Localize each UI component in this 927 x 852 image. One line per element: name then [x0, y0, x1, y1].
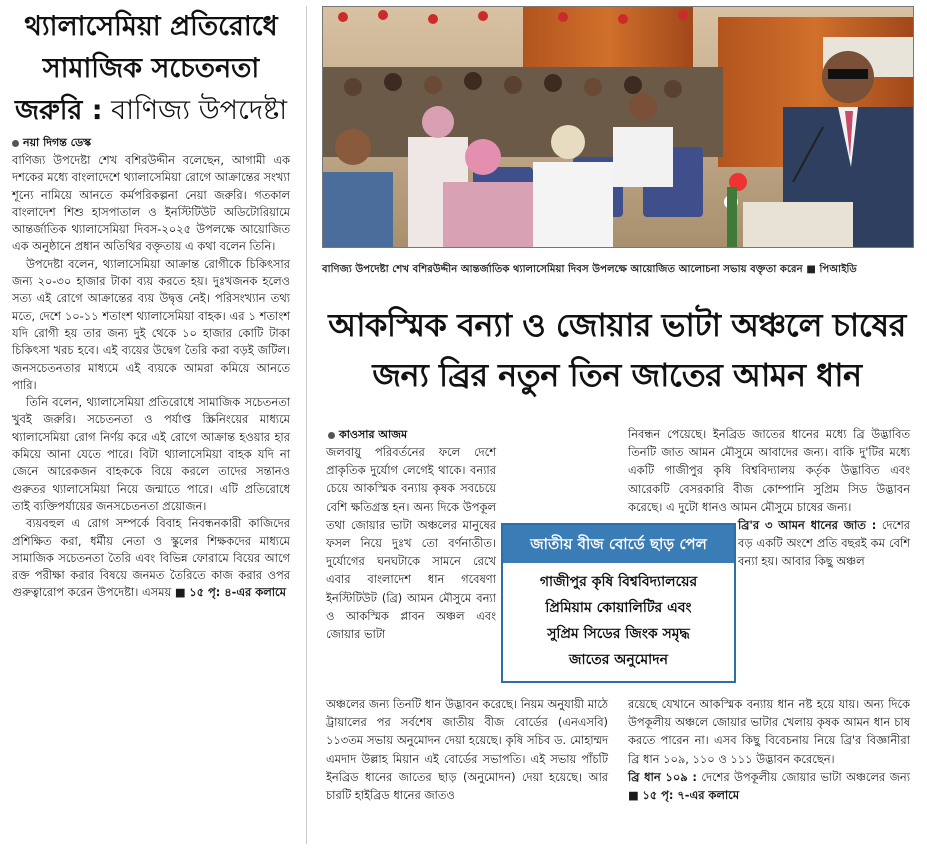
right-byline-text: কাওসার আজম: [339, 428, 408, 441]
highlight-box-line-1: গাজীপুর কৃষি বিশ্ববিদ্যালয়ের: [539, 574, 698, 590]
left-headline-bold: জরুরি :: [14, 95, 103, 126]
left-paragraph-3: তিনি বলেন, থ্যালাসেমিয়া প্রতিরোধে সামাজিক সচেতনতা খুবই জরুরি। সচেতনতা ও পর্যাপ্ত স্ক্রিনিংয়ের মাধ্যমে থ্যালাসেমিয়া রোগ নির্ণয় করে এই রোগে আক্রান্ত হওয়ার হার কমিয়ে আনা যেতে পারে। বিটা থ্যালাসেমিয়া বাহক যদি না জেনে আরেকজন বাহককে বিয়ে করলে তাদের সন্তানও গুরুতর থ্যালাসেমিয়া নিয়ে জন্মাতে পারে। এটি প্রতিরোধে তাই ব্যক্তিপর্যায়ের জনসচেতনতা প্রয়োজন।: [12, 395, 290, 513]
left-paragraph-2: উপদেষ্টা বলেন, থ্যালাসেমিয়া আক্রান্ত রোগীকে চিকিৎসার জন্য ২০-৩০ হাজার টাকা ব্যয় করতে হয়। দুঃখজনক হলেও সত্য এই রোগে আক্রান্তের ব্যয় উদ্বৃত্ত নেই। পরিসংখ্যান তথ্য মতে, দেশে ১০-১১ শতাংশ থ্যালাসেমিয়া বাহক। এর ১ শতাংশ যদি রোগী হয় তার জন্য দুই থেকে ১০ হাজার কোটি টাকা চিকিৎসা খরচ হবে। এই ব্যয়ের উদ্বেগ তৈরি করা বড়ই জটিল। জনসচেতনতার মাধ্যমে এই ব্যয়কে আমরা কমিয়ে আনতে পারি।: [12, 256, 290, 392]
right-subhead2: ব্রি ধান ১০৯ :: [628, 769, 697, 784]
highlight-box-line-2: প্রিমিয়াম কোয়ালিটির এবং: [545, 600, 692, 616]
right-headline-line-2: জন্য ব্রির নতুন তিন জাতের আমন ধান: [372, 356, 862, 394]
right-col1-text: জলবায়ু পরিবর্তনের ফলে দেশে প্রাকৃতিক দুর্যোগ লেগেই থাকে। বন্যার চেয়ে আকস্মিক বন্যায় কৃষক সবচেয়ে বেশি ক্ষতিগ্রস্ত হন। অন্য দিকে উপকূল তথা জোয়ার ভাটা অঞ্চলের মানুষের ফসল নিয়ে দুঃখ তো বর্ণনাতীত। দুর্যোগের ঘনঘটাকে সামনে রেখে এবার বাংলাদেশ ধান গবেষণা ইনস্টিটিউট (ব্রি) আমন মৌসুমে বন্যা ও আকস্মিক প্লাবন অঞ্চল এবং জোয়ার ভাটা: [326, 445, 496, 642]
right-subhead-text: দেশের বড় একটি অংশে প্রতি বছরই কম বেশি বন্যা হয়। আবার কিছু অঞ্চল: [738, 518, 911, 569]
left-headline-line-2: সামাজিক সচেতনতা: [42, 53, 260, 84]
news-photo: [322, 6, 914, 248]
photo-caption: [322, 262, 912, 279]
highlight-box-line-3: সুপ্রিম সিডের জিংক সমৃদ্ধ: [547, 626, 690, 642]
left-byline: [12, 134, 91, 153]
right-headline-line-1: আকস্মিক বন্যা ও জোয়ার ভাটা অঞ্চলে চাষের: [328, 306, 906, 344]
photo-caption-text: বাণিজ্য উপদেষ্টা শেখ বশিরউদ্দীন আন্তর্জাতিক থ্যালাসেমিয়া দিবস উপলক্ষে আয়োজিত আলোচনা সভায় বক্তৃতা করেন: [322, 264, 803, 275]
right-bottom-left-text: অঞ্চলের জন্য তিনটি ধান উদ্ভাবন করেছে। নিয়ম অনুযায়ী মাঠে ট্রায়ালের পর সর্বশেষ জাতীয় বীজ বোর্ডের (এনএসবি) ১১৩তম সভায় অনুমোদন দেয়া হয়েছে। কৃষি সচিব ড. মোহাম্মদ এমদাদ উল্লাহ মিয়ান এই বোর্ডের সভাপতি। এই সভায় পাঁচটি ইনব্রিড ধানের জাতের ছাড় (অনুমোদন) দেয়া হয়েছে। আর চারটি হাইব্রিড ধানের জাতও: [326, 697, 608, 803]
continued-marker-icon: ■: [174, 585, 186, 600]
highlight-box-title: জাতীয় বীজ বোর্ডে ছাড় পেল: [503, 525, 734, 563]
left-byline-text: নয়া দিগন্ত ডেস্ক: [23, 136, 92, 149]
left-headline: [8, 6, 294, 132]
right-bottom-right-text: রয়েছে যেখানে আকস্মিক বন্যায় ধান নষ্ট হয়ে যায়। অন্য দিকে উপকূলীয় অঞ্চলে জোয়ার ভাটার খেলায় কৃষক আমন ধান চাষ করতে পারেন না। এসব কিছু বিবেচনায় নিয়ে ব্রি'র বিজ্ঞানীরা ব্রি ধান ১০৯, ১১০ ও ১১১ উদ্ভাবন করেছেন।: [628, 697, 910, 766]
right-column-1-bottom: [326, 695, 608, 804]
left-headline-line-1: থ্যালাসেমিয়া প্রতিরোধে: [24, 11, 278, 42]
left-continued[interactable]: ১৫ পৃ: ৪-এর কলামে: [189, 585, 286, 600]
photo-credit: পিআইডি: [819, 264, 857, 275]
highlight-box: [501, 523, 736, 683]
highlight-box-line-4: জাতের অনুমোদন: [569, 652, 668, 668]
left-article-body: [12, 152, 290, 602]
left-paragraph-4-text: ব্যয়বহুল এ রোগ সম্পর্কে বিবাহ নিবন্ধনকারী কাজিদের প্রশিক্ষিত করা, ধর্মীয় নেতা ও স্কুলের শিক্ষকদের মাধ্যমে সামাজিক সচেতনতা তৈরি এবং বিভিন্ন ফোরামে বিয়ের আগে রক্ত পরীক্ষা করার বিষয়ে জনমত তৈরিতে কাজ করার ওপর গুরুত্বারোপ করেন উপদেষ্টা। এসময়: [12, 516, 290, 600]
bullet-icon: [12, 140, 19, 147]
photo-illustration: [323, 7, 913, 247]
left-paragraph-4: [12, 515, 290, 601]
right-subhead: ব্রি'র ৩ আমন ধানের জাত :: [738, 518, 877, 533]
right-subhead-paragraph: [738, 516, 910, 571]
column-divider: [306, 6, 307, 844]
highlight-box-body: [503, 563, 734, 673]
right-subhead2-text: দেশের উপকূলীয় জোয়ার ভাটা অঞ্চলের জন্য: [696, 769, 910, 784]
right-continued[interactable]: ১৫ পৃ: ৭-এর কলামে: [642, 788, 740, 803]
left-headline-normal: বাণিজ্য উপদেষ্টা: [102, 95, 288, 126]
left-headline-line-3: [8, 90, 294, 132]
continued-marker-icon: ■: [628, 788, 639, 803]
right-column-2-bottom: [628, 695, 910, 804]
right-col2-text: নিবন্ধন পেয়েছে। ইনব্রিড জাতের ধানের মধ্যে ব্রি উদ্ভাবিত তিনটি জাত আমন মৌসুমে আবাদের জন্য। বাকি দু'টির মধ্যে একটি গাজীপুর কৃষি বিশ্ববিদ্যালয় কর্তৃক উদ্ভাবিত এবং আরেকটি বেসরকারি বীজ কোম্পানি সুপ্রিম সিড উদ্ভাবন করেছে। এ দুটো ধানও আমন মৌসুমে চাষের জন্য।: [628, 427, 910, 514]
right-subhead2-paragraph: [628, 768, 910, 804]
left-paragraph-1: বাণিজ্য উপদেষ্টা শেখ বশিরউদ্দীন বলেছেন, আগামী এক দশকের মধ্যে বাংলাদেশে থ্যালাসেমিয়া রোগে আক্রান্তের সংখ্যা শূন্যে নামিয়ে আনতে কর্মপরিকল্পনা নেয়া জরুরি। গতকাল বাংলাদেশ শিশু হাসপাতাল ও ইনস্টিটিউট অডিটোরিয়ামে আন্তর্জাতিক থ্যালাসেমিয়া দিবস-২০২৫ উপলক্ষে আয়োজিত এক অনুষ্ঠানে প্রধান অতিথির বক্তৃতায় এ কথা বলেন তিনি।: [12, 153, 290, 254]
bullet-icon: [328, 432, 335, 439]
separator-icon: ■: [806, 264, 820, 275]
right-headline: [322, 300, 912, 400]
